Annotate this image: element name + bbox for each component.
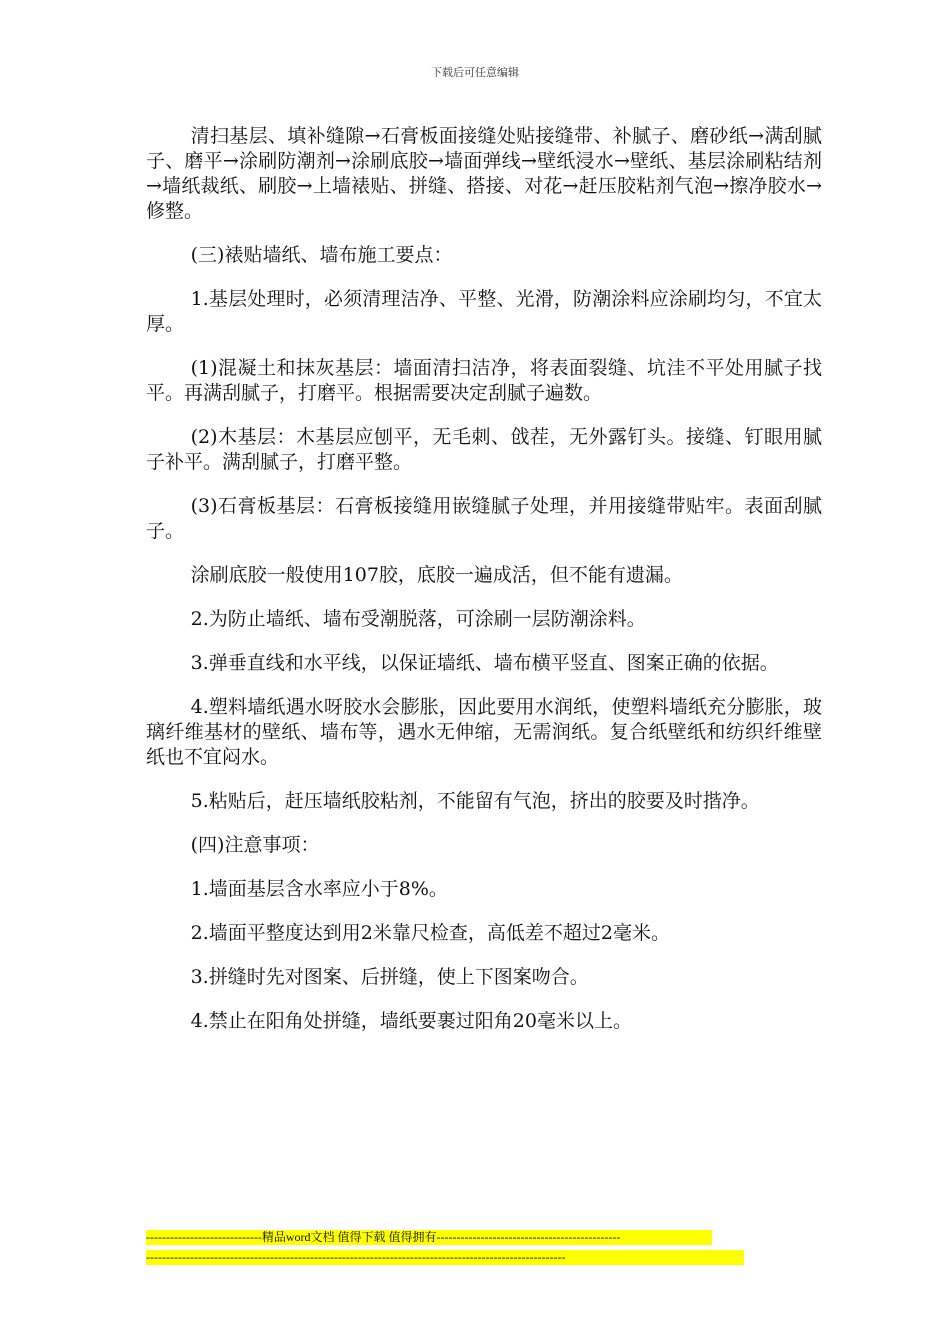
paragraph-section-4-heading: (四)注意事项： [190, 834, 320, 856]
paragraph-item-1: 1.基层处理时，必须清理洁净、平整、光滑，防潮涂料应涂刷均匀，不宜太厚。 [146, 288, 822, 335]
paragraph-primer-note: 涂刷底胶一般使用107胶，底胶一遍成活，但不能有遗漏。 [190, 564, 683, 586]
paragraph-subitem-2: (2)木基层：木基层应刨平，无毛刺、戗茬，无外露钉头。接缝、钉眼用腻子补平。满刮腻子，打磨平整。 [146, 426, 822, 473]
paragraph-subitem-3: (3)石膏板基层：石膏板接缝用嵌缝腻子处理，并用接缝带贴牢。表面刮腻子。 [146, 495, 822, 542]
paragraph-item-3: 3.弹垂直线和水平线，以保证墙纸、墙布横平竖直、图案正确的依据。 [190, 652, 779, 674]
footer-banner-line-1: -----------------------------精品word文档 值得下载 值得拥有---------------------------------------------- [146, 1230, 712, 1245]
document-body [146, 124, 822, 1053]
paragraph-note-4: 4.禁止在阳角处拼缝，墙纸要裹过阳角20毫米以上。 [190, 1010, 632, 1032]
paragraph-subitem-1: (1)混凝土和抹灰基层：墙面清扫洁净，将表面裂缝、坑洼不平处用腻子找平。再满刮腻子，打磨平。根据需要决定刮腻子遍数。 [146, 357, 822, 404]
paragraph-note-1: 1.墙面基层含水率应小于8%。 [190, 878, 448, 900]
paragraph-item-5: 5.粘贴后，赶压墙纸胶粘剂，不能留有气泡，挤出的胶要及时揩净。 [190, 790, 760, 812]
page-header: 下载后可任意编辑 [431, 66, 519, 79]
paragraph-note-2: 2.墙面平整度达到用2米靠尺检查，高低差不超过2毫米。 [190, 922, 670, 944]
paragraph-note-3: 3.拼缝时先对图案、后拼缝，使上下图案吻合。 [190, 966, 589, 988]
paragraph-process-steps: 清扫基层、填补缝隙→石膏板面接缝处贴接缝带、补腻子、磨砂纸→满刮腻子、磨平→涂刷防潮剂→涂刷底胶→墙面弹线→壁纸浸水→壁纸、基层涂刷粘结剂→墙纸裁纸、刷胶→上墙裱贴、拼缝、搭接、对花→赶压胶粘剂气泡→擦净胶水→修整。 [146, 125, 822, 222]
paragraph-section-3-heading: (三)裱贴墙纸、墙布施工要点： [190, 244, 453, 266]
paragraph-item-2: 2.为防止墙纸、墙布受潮脱落，可涂刷一层防潮涂料。 [190, 608, 646, 630]
paragraph-item-4: 4.塑料墙纸遇水呀胶水会膨胀，因此要用水润纸，使塑料墙纸充分膨胀，玻璃纤维基材的壁纸、墙布等，遇水无伸缩，无需润纸。复合纸壁纸和纺织纤维壁纸也不宜闷水。 [146, 696, 822, 768]
page-footer [146, 1230, 744, 1265]
footer-banner-line-2: --------------------------------------------------------------------------------------------------------- [146, 1250, 744, 1265]
